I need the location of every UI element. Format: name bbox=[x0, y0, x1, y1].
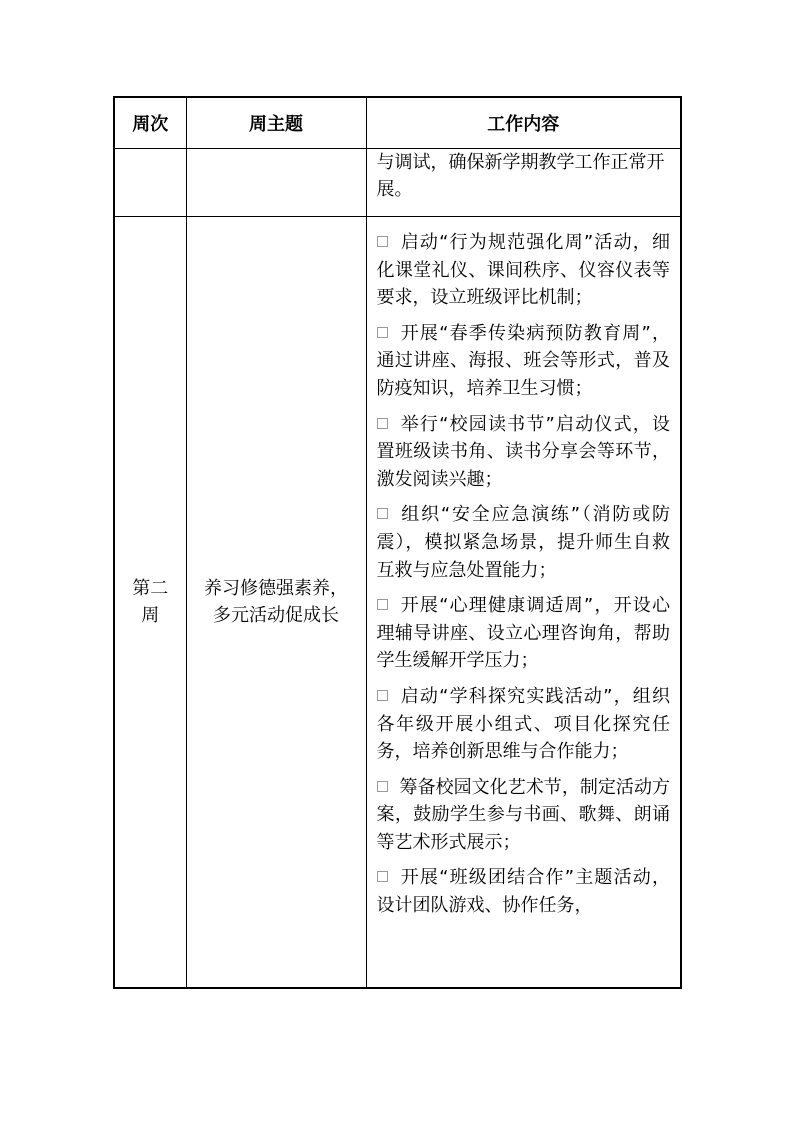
content-item: 开展“班级团结合作”主题活动，设计团队游戏、协作任务， bbox=[376, 867, 670, 917]
content-item: 开展“春季传染病预防教育周”，通过讲座、海报、班会等形式，普及防疫知识，培养卫生习惯； bbox=[376, 322, 670, 399]
header-week: 周次 bbox=[114, 97, 186, 149]
content-item: 启动“行为规范强化周”活动，细化课堂礼仪、课间秩序、仪容仪表等要求，设立班级评比机制； bbox=[376, 232, 670, 309]
checkbox-icon bbox=[377, 871, 388, 882]
checkbox-icon bbox=[377, 327, 388, 338]
checkbox-icon bbox=[377, 508, 388, 519]
continuation-content-cell bbox=[366, 149, 681, 217]
continuation-theme-cell bbox=[186, 149, 366, 217]
checkbox-icon bbox=[377, 781, 388, 792]
theme-cell bbox=[186, 217, 366, 989]
header-row bbox=[114, 97, 681, 149]
content-cell bbox=[366, 217, 681, 989]
work-plan-table bbox=[113, 96, 682, 989]
week-label: 第二周 bbox=[132, 578, 169, 626]
continuation-text: 与调试，确保新学期教学工作正常开展。 bbox=[376, 152, 665, 200]
header-theme: 周主题 bbox=[186, 97, 366, 149]
theme-line-2: 多元活动促成长 bbox=[213, 605, 339, 626]
continuation-row bbox=[114, 149, 681, 217]
checkbox-icon bbox=[377, 236, 388, 247]
checkbox-icon bbox=[377, 599, 388, 610]
content-item: 组织“安全应急演练”（消防或防震），模拟紧急场景，提升师生自救互救与应急处置能力； bbox=[376, 504, 670, 581]
content-item: 筹备校园文化艺术节，制定活动方案，鼓励学生参与书画、歌舞、朗诵等艺术形式展示； bbox=[376, 776, 670, 853]
continuation-week-cell bbox=[114, 149, 186, 217]
week-label-cell bbox=[114, 217, 186, 989]
week-two-row bbox=[114, 217, 681, 989]
content-item: 举行“校园读书节”启动仪式，设置班级读书角、读书分享会等环节，激发阅读兴趣； bbox=[376, 413, 670, 490]
content-item: 开展“心理健康调适周”，开设心理辅导讲座、设立心理咨询角，帮助学生缓解开学压力； bbox=[376, 595, 670, 672]
checkbox-icon bbox=[377, 418, 388, 429]
content-item-list bbox=[367, 217, 681, 920]
theme-line-1: 养习修德强素养， bbox=[204, 578, 348, 599]
content-item: 启动“学科探究实践活动”，组织各年级开展小组式、项目化探究任务，培养创新思维与合作能力； bbox=[376, 685, 670, 763]
header-content: 工作内容 bbox=[366, 97, 681, 149]
checkbox-icon bbox=[377, 690, 388, 701]
